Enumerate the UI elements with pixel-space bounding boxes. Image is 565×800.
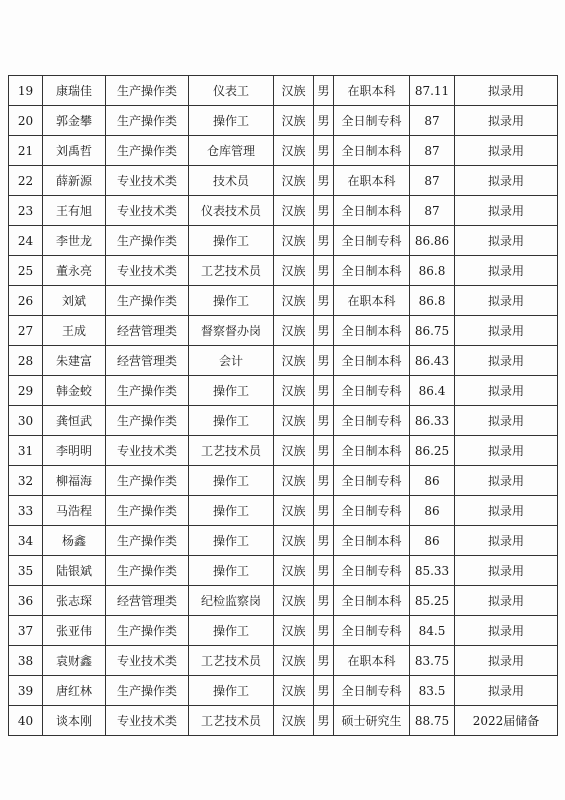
cell-ethnicity: 汉族 (274, 286, 314, 316)
cell-status: 拟录用 (455, 196, 558, 226)
cell-education: 全日制专科 (334, 616, 410, 646)
cell-index: 23 (9, 196, 43, 226)
cell-category: 生产操作类 (106, 226, 189, 256)
cell-name: 王有旭 (43, 196, 106, 226)
cell-name: 张亚伟 (43, 616, 106, 646)
cell-index: 34 (9, 526, 43, 556)
cell-status: 拟录用 (455, 106, 558, 136)
table-row (9, 556, 558, 586)
cell-gender: 男 (314, 616, 334, 646)
cell-position: 操作工 (189, 406, 274, 436)
table-row (9, 526, 558, 556)
cell-score: 83.75 (410, 646, 455, 676)
cell-gender: 男 (314, 556, 334, 586)
cell-score: 88.75 (410, 706, 455, 736)
cell-name: 张志琛 (43, 586, 106, 616)
cell-name: 李世龙 (43, 226, 106, 256)
cell-position: 纪检监察岗 (189, 586, 274, 616)
cell-education: 全日制本科 (334, 526, 410, 556)
cell-name: 谈本刚 (43, 706, 106, 736)
cell-status: 拟录用 (455, 76, 558, 106)
cell-gender: 男 (314, 586, 334, 616)
cell-index: 24 (9, 226, 43, 256)
cell-education: 全日制专科 (334, 106, 410, 136)
cell-gender: 男 (314, 706, 334, 736)
cell-position: 操作工 (189, 676, 274, 706)
cell-category: 生产操作类 (106, 376, 189, 406)
cell-position: 操作工 (189, 526, 274, 556)
cell-status: 拟录用 (455, 406, 558, 436)
cell-status: 拟录用 (455, 316, 558, 346)
cell-index: 20 (9, 106, 43, 136)
cell-score: 87 (410, 166, 455, 196)
cell-score: 86.33 (410, 406, 455, 436)
cell-position: 督察督办岗 (189, 316, 274, 346)
cell-category: 经营管理类 (106, 316, 189, 346)
cell-name: 康瑞佳 (43, 76, 106, 106)
cell-status: 拟录用 (455, 166, 558, 196)
cell-gender: 男 (314, 496, 334, 526)
cell-gender: 男 (314, 526, 334, 556)
cell-score: 85.25 (410, 586, 455, 616)
cell-category: 经营管理类 (106, 346, 189, 376)
table-row (9, 706, 558, 736)
cell-category: 生产操作类 (106, 676, 189, 706)
cell-gender: 男 (314, 436, 334, 466)
cell-position: 工艺技术员 (189, 646, 274, 676)
cell-category: 生产操作类 (106, 556, 189, 586)
cell-position: 会计 (189, 346, 274, 376)
cell-position: 工艺技术员 (189, 706, 274, 736)
cell-position: 操作工 (189, 226, 274, 256)
cell-name: 柳福海 (43, 466, 106, 496)
cell-index: 39 (9, 676, 43, 706)
cell-ethnicity: 汉族 (274, 646, 314, 676)
cell-score: 87.11 (410, 76, 455, 106)
cell-index: 27 (9, 316, 43, 346)
cell-name: 刘斌 (43, 286, 106, 316)
cell-score: 87 (410, 106, 455, 136)
table-row (9, 676, 558, 706)
cell-name: 马浩程 (43, 496, 106, 526)
cell-index: 37 (9, 616, 43, 646)
cell-education: 全日制本科 (334, 346, 410, 376)
cell-index: 19 (9, 76, 43, 106)
cell-category: 生产操作类 (106, 136, 189, 166)
cell-status: 拟录用 (455, 136, 558, 166)
cell-gender: 男 (314, 316, 334, 346)
cell-score: 86 (410, 496, 455, 526)
cell-score: 86.8 (410, 256, 455, 286)
cell-index: 28 (9, 346, 43, 376)
cell-education: 全日制本科 (334, 316, 410, 346)
cell-category: 生产操作类 (106, 496, 189, 526)
cell-status: 2022届储备 (455, 706, 558, 736)
cell-category: 生产操作类 (106, 106, 189, 136)
cell-gender: 男 (314, 376, 334, 406)
cell-gender: 男 (314, 106, 334, 136)
cell-status: 拟录用 (455, 256, 558, 286)
cell-index: 33 (9, 496, 43, 526)
cell-education: 在职本科 (334, 646, 410, 676)
table-row (9, 616, 558, 646)
candidate-table (8, 75, 558, 736)
table-row (9, 286, 558, 316)
cell-category: 生产操作类 (106, 286, 189, 316)
cell-gender: 男 (314, 406, 334, 436)
cell-position: 操作工 (189, 466, 274, 496)
table-row (9, 166, 558, 196)
cell-position: 技术员 (189, 166, 274, 196)
cell-gender: 男 (314, 676, 334, 706)
cell-education: 全日制专科 (334, 466, 410, 496)
cell-ethnicity: 汉族 (274, 406, 314, 436)
cell-ethnicity: 汉族 (274, 106, 314, 136)
table-row (9, 406, 558, 436)
cell-score: 85.33 (410, 556, 455, 586)
cell-education: 全日制专科 (334, 376, 410, 406)
table-row (9, 256, 558, 286)
cell-ethnicity: 汉族 (274, 196, 314, 226)
cell-education: 在职本科 (334, 286, 410, 316)
cell-ethnicity: 汉族 (274, 586, 314, 616)
cell-education: 全日制本科 (334, 256, 410, 286)
cell-category: 专业技术类 (106, 706, 189, 736)
cell-score: 86.43 (410, 346, 455, 376)
table-body (9, 76, 558, 736)
cell-category: 专业技术类 (106, 256, 189, 286)
cell-category: 生产操作类 (106, 466, 189, 496)
cell-education: 全日制专科 (334, 496, 410, 526)
cell-gender: 男 (314, 226, 334, 256)
cell-education: 全日制专科 (334, 226, 410, 256)
cell-name: 陆银斌 (43, 556, 106, 586)
cell-score: 87 (410, 136, 455, 166)
cell-ethnicity: 汉族 (274, 136, 314, 166)
cell-ethnicity: 汉族 (274, 496, 314, 526)
cell-ethnicity: 汉族 (274, 376, 314, 406)
cell-index: 40 (9, 706, 43, 736)
cell-status: 拟录用 (455, 496, 558, 526)
cell-ethnicity: 汉族 (274, 166, 314, 196)
cell-index: 30 (9, 406, 43, 436)
cell-ethnicity: 汉族 (274, 526, 314, 556)
cell-ethnicity: 汉族 (274, 346, 314, 376)
cell-score: 86.4 (410, 376, 455, 406)
cell-ethnicity: 汉族 (274, 706, 314, 736)
cell-status: 拟录用 (455, 676, 558, 706)
cell-status: 拟录用 (455, 436, 558, 466)
cell-status: 拟录用 (455, 286, 558, 316)
cell-gender: 男 (314, 646, 334, 676)
cell-score: 83.5 (410, 676, 455, 706)
cell-name: 朱建富 (43, 346, 106, 376)
cell-education: 全日制专科 (334, 676, 410, 706)
cell-education: 全日制专科 (334, 556, 410, 586)
cell-gender: 男 (314, 136, 334, 166)
cell-index: 29 (9, 376, 43, 406)
cell-education: 在职本科 (334, 166, 410, 196)
cell-gender: 男 (314, 466, 334, 496)
cell-position: 仓库管理 (189, 136, 274, 166)
cell-category: 生产操作类 (106, 526, 189, 556)
cell-gender: 男 (314, 196, 334, 226)
cell-category: 生产操作类 (106, 76, 189, 106)
cell-position: 仪表工 (189, 76, 274, 106)
cell-name: 李明明 (43, 436, 106, 466)
cell-index: 31 (9, 436, 43, 466)
table-row (9, 346, 558, 376)
cell-score: 86 (410, 466, 455, 496)
cell-name: 郭金攀 (43, 106, 106, 136)
cell-status: 拟录用 (455, 226, 558, 256)
cell-position: 操作工 (189, 556, 274, 586)
cell-index: 38 (9, 646, 43, 676)
cell-index: 25 (9, 256, 43, 286)
cell-name: 薛新源 (43, 166, 106, 196)
cell-ethnicity: 汉族 (274, 436, 314, 466)
cell-education: 全日制本科 (334, 436, 410, 466)
cell-position: 工艺技术员 (189, 256, 274, 286)
cell-index: 22 (9, 166, 43, 196)
cell-score: 86.86 (410, 226, 455, 256)
cell-status: 拟录用 (455, 346, 558, 376)
cell-index: 36 (9, 586, 43, 616)
cell-name: 刘禹哲 (43, 136, 106, 166)
cell-ethnicity: 汉族 (274, 556, 314, 586)
cell-position: 仪表技术员 (189, 196, 274, 226)
cell-ethnicity: 汉族 (274, 316, 314, 346)
table-row (9, 196, 558, 226)
cell-name: 王成 (43, 316, 106, 346)
cell-score: 87 (410, 196, 455, 226)
table-row (9, 586, 558, 616)
cell-ethnicity: 汉族 (274, 226, 314, 256)
table-row (9, 136, 558, 166)
cell-ethnicity: 汉族 (274, 466, 314, 496)
cell-index: 32 (9, 466, 43, 496)
cell-category: 专业技术类 (106, 436, 189, 466)
cell-ethnicity: 汉族 (274, 676, 314, 706)
cell-ethnicity: 汉族 (274, 76, 314, 106)
cell-index: 35 (9, 556, 43, 586)
table-row (9, 646, 558, 676)
cell-category: 专业技术类 (106, 166, 189, 196)
table-row (9, 436, 558, 466)
cell-education: 在职本科 (334, 76, 410, 106)
cell-position: 操作工 (189, 616, 274, 646)
cell-category: 经营管理类 (106, 586, 189, 616)
cell-name: 唐红林 (43, 676, 106, 706)
table-row (9, 76, 558, 106)
cell-index: 26 (9, 286, 43, 316)
cell-status: 拟录用 (455, 646, 558, 676)
cell-score: 86.25 (410, 436, 455, 466)
cell-position: 操作工 (189, 106, 274, 136)
cell-score: 86.8 (410, 286, 455, 316)
cell-score: 84.5 (410, 616, 455, 646)
table-row (9, 226, 558, 256)
cell-name: 袁财鑫 (43, 646, 106, 676)
cell-status: 拟录用 (455, 376, 558, 406)
cell-status: 拟录用 (455, 556, 558, 586)
cell-name: 董永亮 (43, 256, 106, 286)
cell-position: 操作工 (189, 496, 274, 526)
cell-name: 韩金蛟 (43, 376, 106, 406)
table-row (9, 376, 558, 406)
cell-gender: 男 (314, 76, 334, 106)
cell-name: 龚恒武 (43, 406, 106, 436)
cell-score: 86.75 (410, 316, 455, 346)
table-row (9, 496, 558, 526)
cell-category: 生产操作类 (106, 616, 189, 646)
cell-education: 全日制专科 (334, 406, 410, 436)
cell-index: 21 (9, 136, 43, 166)
cell-status: 拟录用 (455, 616, 558, 646)
cell-education: 全日制本科 (334, 586, 410, 616)
cell-education: 全日制本科 (334, 136, 410, 166)
cell-status: 拟录用 (455, 466, 558, 496)
cell-gender: 男 (314, 166, 334, 196)
cell-name: 杨鑫 (43, 526, 106, 556)
cell-status: 拟录用 (455, 586, 558, 616)
table-row (9, 316, 558, 346)
cell-gender: 男 (314, 256, 334, 286)
cell-position: 操作工 (189, 286, 274, 316)
cell-category: 专业技术类 (106, 196, 189, 226)
cell-education: 硕士研究生 (334, 706, 410, 736)
cell-education: 全日制本科 (334, 196, 410, 226)
cell-status: 拟录用 (455, 526, 558, 556)
cell-gender: 男 (314, 346, 334, 376)
cell-gender: 男 (314, 286, 334, 316)
cell-score: 86 (410, 526, 455, 556)
table-row (9, 466, 558, 496)
cell-ethnicity: 汉族 (274, 256, 314, 286)
cell-position: 操作工 (189, 376, 274, 406)
cell-ethnicity: 汉族 (274, 616, 314, 646)
cell-position: 工艺技术员 (189, 436, 274, 466)
cell-category: 专业技术类 (106, 646, 189, 676)
table-row (9, 106, 558, 136)
cell-category: 生产操作类 (106, 406, 189, 436)
